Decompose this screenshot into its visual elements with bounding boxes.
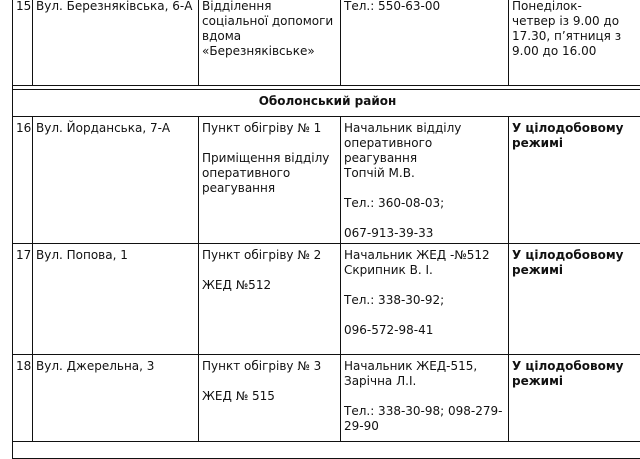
phone: Тел.: 338-30-98; 098-279-: [344, 404, 506, 419]
working-hours: Понеділок- четвер із 9.00 до 17.30, п’ятниця з 9.00 до 16.00: [509, 0, 640, 86]
row-number: 15: [13, 0, 33, 86]
point-name: Пункт обігріву № 2 ЖЕД №512: [199, 244, 341, 355]
contact: Начальник відділу оперативного реагування Топчій М.В. Тел.: 360-08-03; 067-913-39-33: [341, 117, 509, 244]
row-number: 16: [13, 117, 33, 244]
table-row: [13, 442, 640, 459]
point-name: Пункт обігріву № 1 Приміщення відділу оперативного реагування: [199, 117, 341, 244]
address: Вул. Попова, 1: [33, 244, 199, 355]
working-hours: У цілодобовому режимі: [509, 117, 640, 244]
working-hours: У цілодобовому режимі: [509, 355, 640, 442]
point-name: Відділення соціальної допомоги вдома «Березняківське»: [199, 0, 341, 86]
row-number: 18: [13, 355, 33, 442]
table-row: [13, 244, 640, 355]
working-hours: У цілодобовому режимі: [509, 244, 640, 355]
phone: Тел.: 338-30-92;: [344, 293, 506, 308]
address: Вул. Йорданська, 7-А: [33, 117, 199, 244]
contact: Тел.: 550-63-00: [341, 0, 509, 86]
phone: 096-572-98-41: [344, 323, 506, 338]
table-row: [13, 117, 640, 244]
contact: Начальник ЖЕД -№512 Скрипник В. І. Тел.: 338-30-92; 096-572-98-41: [341, 244, 509, 355]
row-number: 17: [13, 244, 33, 355]
table-row: [13, 0, 640, 86]
phone: 067-913-39-33: [344, 226, 506, 241]
address: Вул. Березняківська, 6-А: [33, 0, 199, 86]
shelters-table: [12, 0, 640, 459]
phone: 29-90: [344, 419, 506, 434]
phone: Тел.: 360-08-03;: [344, 196, 506, 211]
section-header-row: [13, 90, 640, 117]
section-title: Оболонський район: [13, 90, 640, 117]
point-name: Пункт обігріву № 3 ЖЕД № 515: [199, 355, 341, 442]
table-row: [13, 355, 640, 442]
contact: Начальник ЖЕД-515, Зарічна Л.І. Тел.: 338-30-98; 098-279- 29-90: [341, 355, 509, 442]
address: Вул. Джерельна, 3: [33, 355, 199, 442]
